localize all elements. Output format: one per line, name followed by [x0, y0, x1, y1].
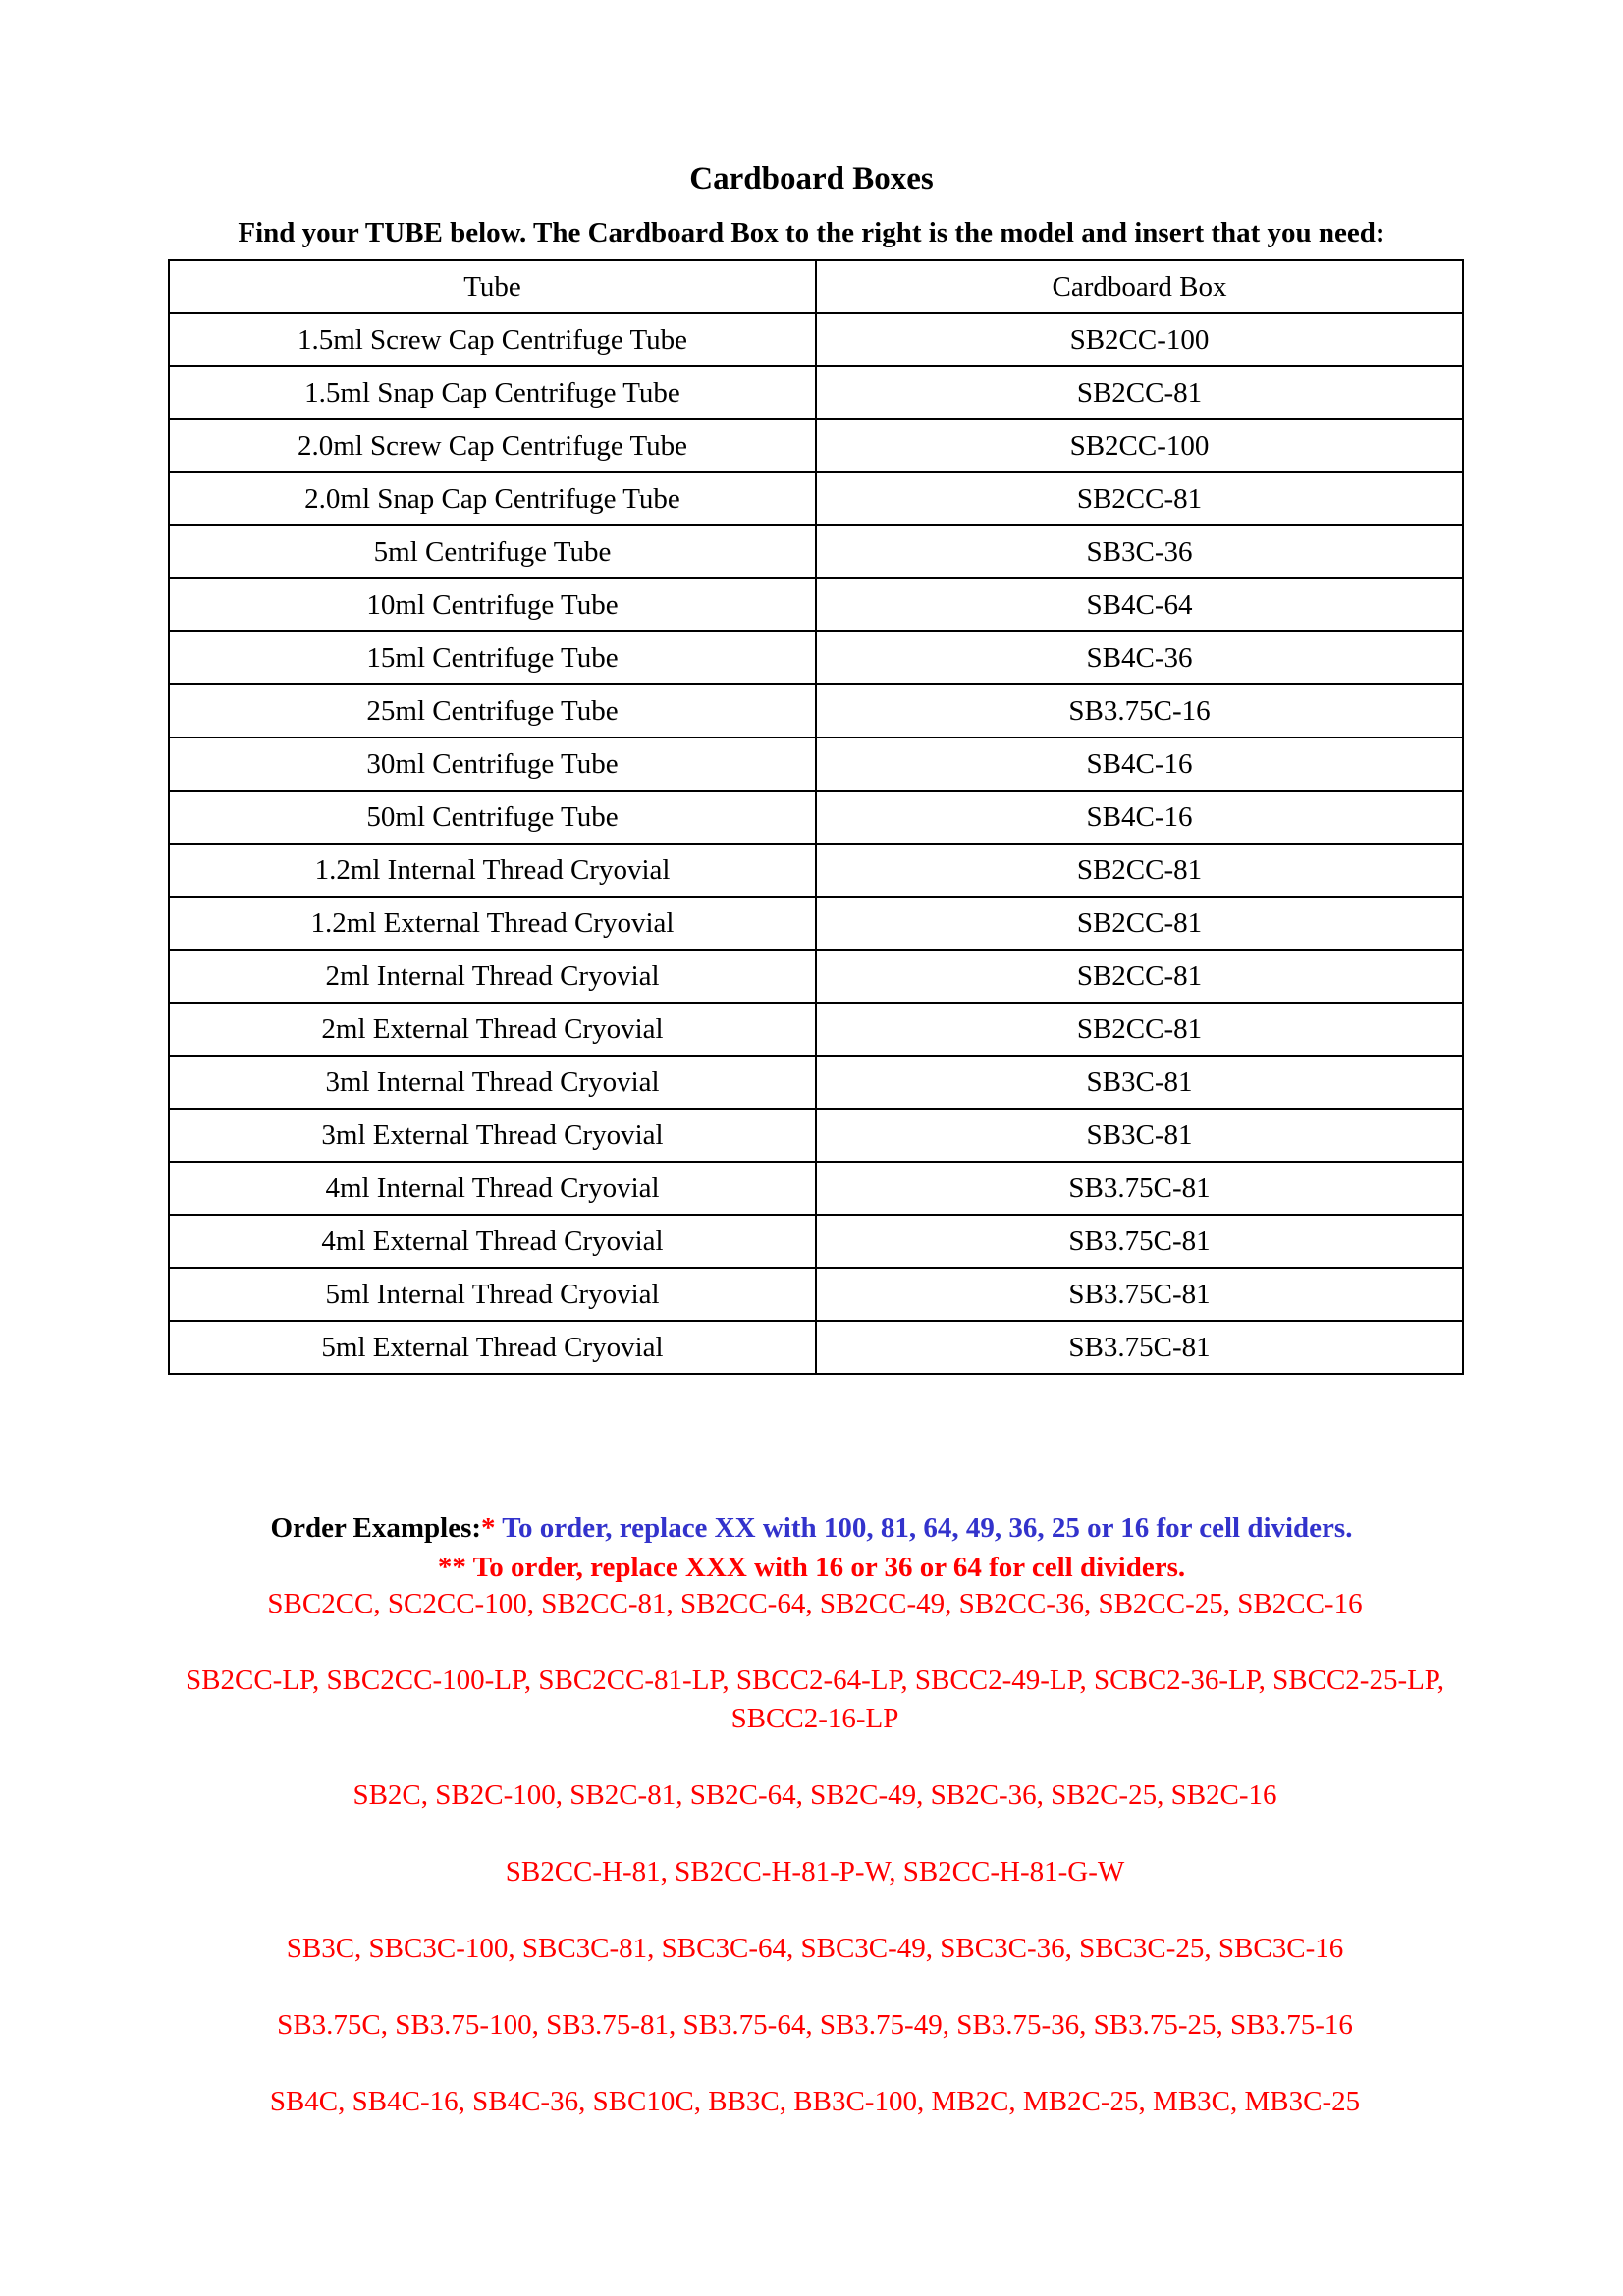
table-row — [169, 631, 1463, 684]
box-model-cell: SB3.75C-81 — [816, 1268, 1463, 1321]
order-note-1-star: * — [481, 1512, 496, 1544]
order-example-line: SBC2CC, SC2CC-100, SB2CC-81, SB2CC-64, SB2CC-49, SB2CC-36, SB2CC-25, SB2CC-16 — [267, 1588, 1363, 1619]
order-example-line: SB3.75C, SB3.75-100, SB3.75-81, SB3.75-64, SB3.75-49, SB3.75-36, SB3.75-25, SB3.75-16 — [277, 2009, 1353, 2041]
table-row — [169, 1268, 1463, 1321]
order-example-line: SB2CC-H-81, SB2CC-H-81-P-W, SB2CC-H-81-G-W — [505, 1856, 1125, 1887]
tube-box-table — [168, 259, 1464, 1375]
order-examples-label: Order Examples: — [270, 1512, 482, 1544]
box-model-cell: SB2CC-100 — [816, 313, 1463, 366]
tube-cell: 15ml Centrifuge Tube — [169, 631, 816, 684]
table-row — [169, 1003, 1463, 1056]
table-row — [169, 1109, 1463, 1162]
tube-cell: 1.5ml Snap Cap Centrifuge Tube — [169, 366, 816, 419]
box-model-cell: SB3.75C-81 — [816, 1215, 1463, 1268]
table-row — [169, 1056, 1463, 1109]
table-row — [169, 578, 1463, 631]
box-model-cell: SB2CC-81 — [816, 844, 1463, 897]
box-model-cell: SB4C-36 — [816, 631, 1463, 684]
table-row — [169, 791, 1463, 844]
tube-cell: 3ml Internal Thread Cryovial — [169, 1056, 816, 1109]
table-row — [169, 738, 1463, 791]
table-row — [169, 313, 1463, 366]
table-row — [169, 525, 1463, 578]
box-model-cell: SB3.75C-81 — [816, 1321, 1463, 1374]
box-model-cell: SB3.75C-16 — [816, 684, 1463, 738]
table-row — [169, 1321, 1463, 1374]
box-model-cell: SB3C-81 — [816, 1056, 1463, 1109]
box-model-cell: SB2CC-81 — [816, 897, 1463, 950]
box-model-cell: SB2CC-81 — [816, 366, 1463, 419]
tube-cell: 1.2ml Internal Thread Cryovial — [169, 844, 816, 897]
page-subtitle: Find your TUBE below. The Cardboard Box to the right is the model and insert that you need: — [238, 217, 1385, 248]
table-body — [169, 313, 1463, 1374]
order-example-line: SB4C, SB4C-16, SB4C-36, SBC10C, BB3C, BB3C-100, MB2C, MB2C-25, MB3C, MB3C-25 — [269, 2086, 1361, 2117]
box-model-cell: SB3.75C-81 — [816, 1162, 1463, 1215]
box-model-cell: SB2CC-81 — [816, 1003, 1463, 1056]
order-example-line: SB3C, SBC3C-100, SBC3C-81, SBC3C-64, SBC3C-49, SBC3C-36, SBC3C-25, SBC3C-16 — [286, 1933, 1344, 1964]
box-model-cell: SB2CC-100 — [816, 419, 1463, 472]
table-row — [169, 1215, 1463, 1268]
table-row — [169, 1162, 1463, 1215]
tube-cell: 5ml Internal Thread Cryovial — [169, 1268, 816, 1321]
box-model-cell: SB4C-16 — [816, 738, 1463, 791]
order-note-1: To order, replace XX with 100, 81, 64, 49, 36, 25 or 16 for cell dividers. — [495, 1512, 1353, 1544]
table-row — [169, 844, 1463, 897]
box-model-cell: SB3C-81 — [816, 1109, 1463, 1162]
tube-cell: 2ml Internal Thread Cryovial — [169, 950, 816, 1003]
box-model-cell: SB2CC-81 — [816, 472, 1463, 525]
tube-cell: 1.2ml External Thread Cryovial — [169, 897, 816, 950]
tube-cell: 1.5ml Screw Cap Centrifuge Tube — [169, 313, 816, 366]
tube-cell: 30ml Centrifuge Tube — [169, 738, 816, 791]
tube-cell: 25ml Centrifuge Tube — [169, 684, 816, 738]
column-header-tube: Tube — [169, 260, 816, 313]
table-row — [169, 472, 1463, 525]
order-note-2: ** To order, replace XXX with 16 or 36 or 64 for cell dividers. — [437, 1552, 1186, 1583]
tube-cell: 10ml Centrifuge Tube — [169, 578, 816, 631]
tube-cell: 3ml External Thread Cryovial — [169, 1109, 816, 1162]
column-header-box: Cardboard Box — [816, 260, 1463, 313]
tube-cell: 2.0ml Snap Cap Centrifuge Tube — [169, 472, 816, 525]
tube-cell: 2ml External Thread Cryovial — [169, 1003, 816, 1056]
tube-cell: 5ml External Thread Cryovial — [169, 1321, 816, 1374]
table-row — [169, 897, 1463, 950]
order-example-list — [167, 1585, 1463, 2159]
box-model-cell: SB4C-16 — [816, 791, 1463, 844]
table-header-row — [169, 260, 1463, 313]
tube-cell: 2.0ml Screw Cap Centrifuge Tube — [169, 419, 816, 472]
table-row — [169, 950, 1463, 1003]
box-model-cell: SB2CC-81 — [816, 950, 1463, 1003]
tube-cell: 50ml Centrifuge Tube — [169, 791, 816, 844]
tube-cell: 4ml External Thread Cryovial — [169, 1215, 816, 1268]
table-row — [169, 419, 1463, 472]
order-line-1 — [0, 1508, 1623, 1548]
box-model-cell: SB4C-64 — [816, 578, 1463, 631]
table-row — [169, 366, 1463, 419]
order-notes — [0, 1508, 1623, 1587]
table-row — [169, 684, 1463, 738]
page-title: Cardboard Boxes — [689, 161, 934, 196]
box-model-cell: SB3C-36 — [816, 525, 1463, 578]
tube-cell: 4ml Internal Thread Cryovial — [169, 1162, 816, 1215]
order-example-line: SB2C, SB2C-100, SB2C-81, SB2C-64, SB2C-49, SB2C-36, SB2C-25, SB2C-16 — [352, 1779, 1277, 1811]
tube-cell: 5ml Centrifuge Tube — [169, 525, 816, 578]
order-example-line: SB2CC-LP, SBC2CC-100-LP, SBC2CC-81-LP, SBCC2-64-LP, SBCC2-49-LP, SCBC2-36-LP, SBCC2-25-LP, SBCC2-16-LP — [186, 1665, 1444, 1734]
